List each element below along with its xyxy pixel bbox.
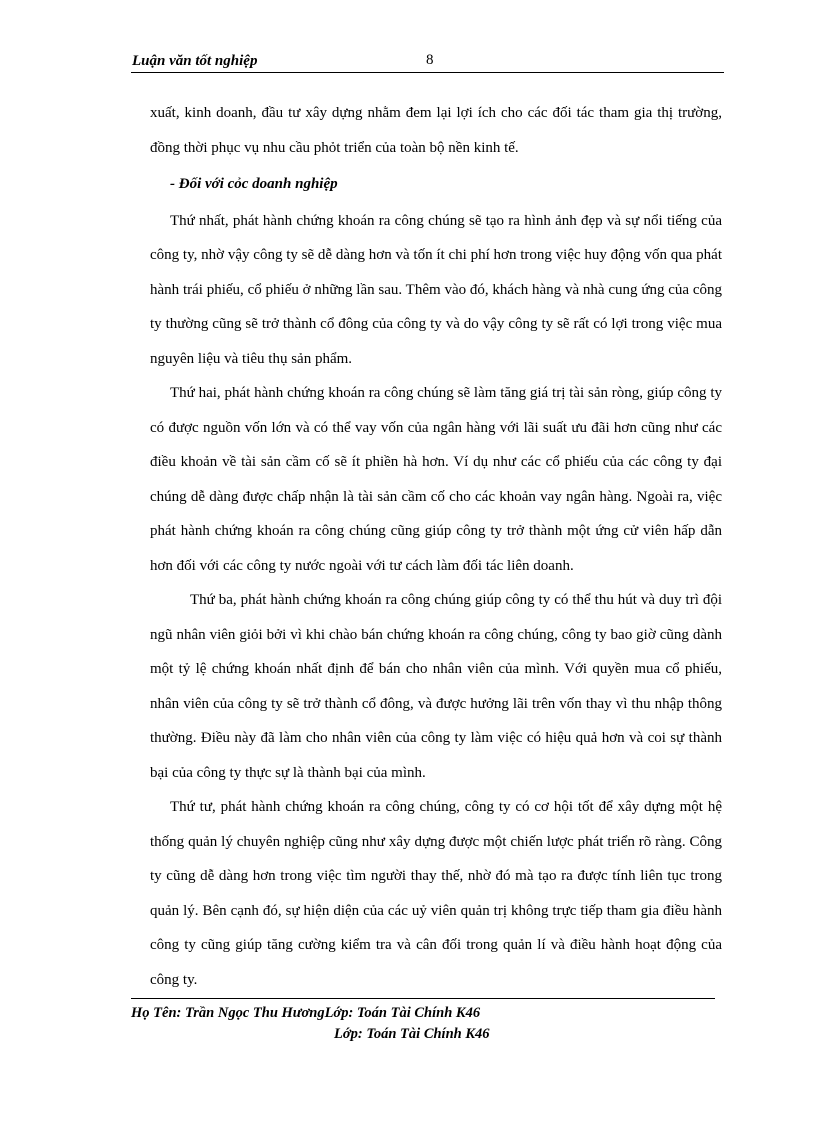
section-subheading: - Đối với cỏc doanh nghiệp (170, 176, 338, 192)
paragraph-continuation: xuất, kinh doanh, đầu tư xây dựng nhằm đem lại lợi ích cho các đối tác tham gia thị trường, đồng thời phục vụ nhu cầu phỏt triển của toàn bộ nền kinh tế. (150, 105, 722, 156)
paragraph-third: Thứ ba, phát hành chứng khoán ra công chúng giúp công ty có thể thu hút và duy trì đội ngũ nhân viên giỏi bởi vì khi chào bán chứng khoán ra công chúng, công ty bao giờ cũng dành một tỷ lệ chứng khoán nhất định để bán cho nhân viên của mình. Với quyền mua cổ phiếu, nhân viên của công ty sẽ trở thành cổ đông, và được hưởng lãi trên vốn thay vì thu nhập thông thường. Điều này đã làm cho nhân viên của công ty làm việc có hiệu quả hơn và coi sự thành bại của công ty thực sự là thành bại của mình. (150, 592, 722, 781)
footer-author: Họ Tên: Trần Ngọc Thu HươngLớp: Toán Tài Chính K46 (131, 1005, 481, 1021)
footer-divider (131, 998, 715, 999)
document-title: Luận văn tốt nghiệp (132, 53, 258, 69)
body-text (150, 96, 722, 997)
page-number: 8 (426, 52, 434, 68)
paragraph-second: Thứ hai, phát hành chứng khoán ra công chúng sẽ làm tăng giá trị tài sản ròng, giúp công ty có được nguồn vốn lớn và có thể vay vốn của ngân hàng với lãi suất ưu đãi hơn cũng như các điều khoản về tài sản cầm cố sẽ ít phiền hà hơn. Ví dụ như các cổ phiếu của các công ty đại chúng dễ dàng được chấp nhận là tài sản cầm cố cho các khoản vay ngân hàng. Ngoài ra, việc phát hành chứng khoán ra công chúng cũng giúp công ty trở thành một ứng cử viên hấp dẫn hơn đối với các công ty nước ngoài với tư cách làm đối tác liên doanh. (150, 385, 722, 574)
footer-class: Lớp: Toán Tài Chính K46 (334, 1026, 490, 1042)
paragraph-first: Thứ nhất, phát hành chứng khoán ra công chúng sẽ tạo ra hình ảnh đẹp và sự nổi tiếng của công ty, nhờ vậy công ty sẽ dễ dàng hơn và tốn ít chi phí hơn trong việc huy động vốn qua phát hành trái phiếu, cổ phiếu ở những lần sau. Thêm vào đó, khách hàng và nhà cung ứng của công ty thường cũng sẽ trở thành cổ đông của công ty và do vậy công ty sẽ rất có lợi trong việc mua nguyên liệu và tiêu thụ sản phẩm. (150, 212, 722, 367)
paragraph-fourth: Thứ tư, phát hành chứng khoán ra công chúng, công ty có cơ hội tốt để xây dựng một hệ thống quản lý chuyên nghiệp cũng như xây dựng được một chiến lược phát triển rõ ràng. Công ty cũng dễ dàng hơn trong việc tìm người thay thế, nhờ đó mà tạo ra được tính liên tục trong quản lý. Bên cạnh đó, sự hiện diện của các uỷ viên quản trị không trực tiếp tham gia điều hành công ty cũng giúp tăng cường kiểm tra và cân đối trong quản lí và điều hành hoạt động của công ty. (150, 799, 722, 988)
page-header (131, 50, 724, 73)
